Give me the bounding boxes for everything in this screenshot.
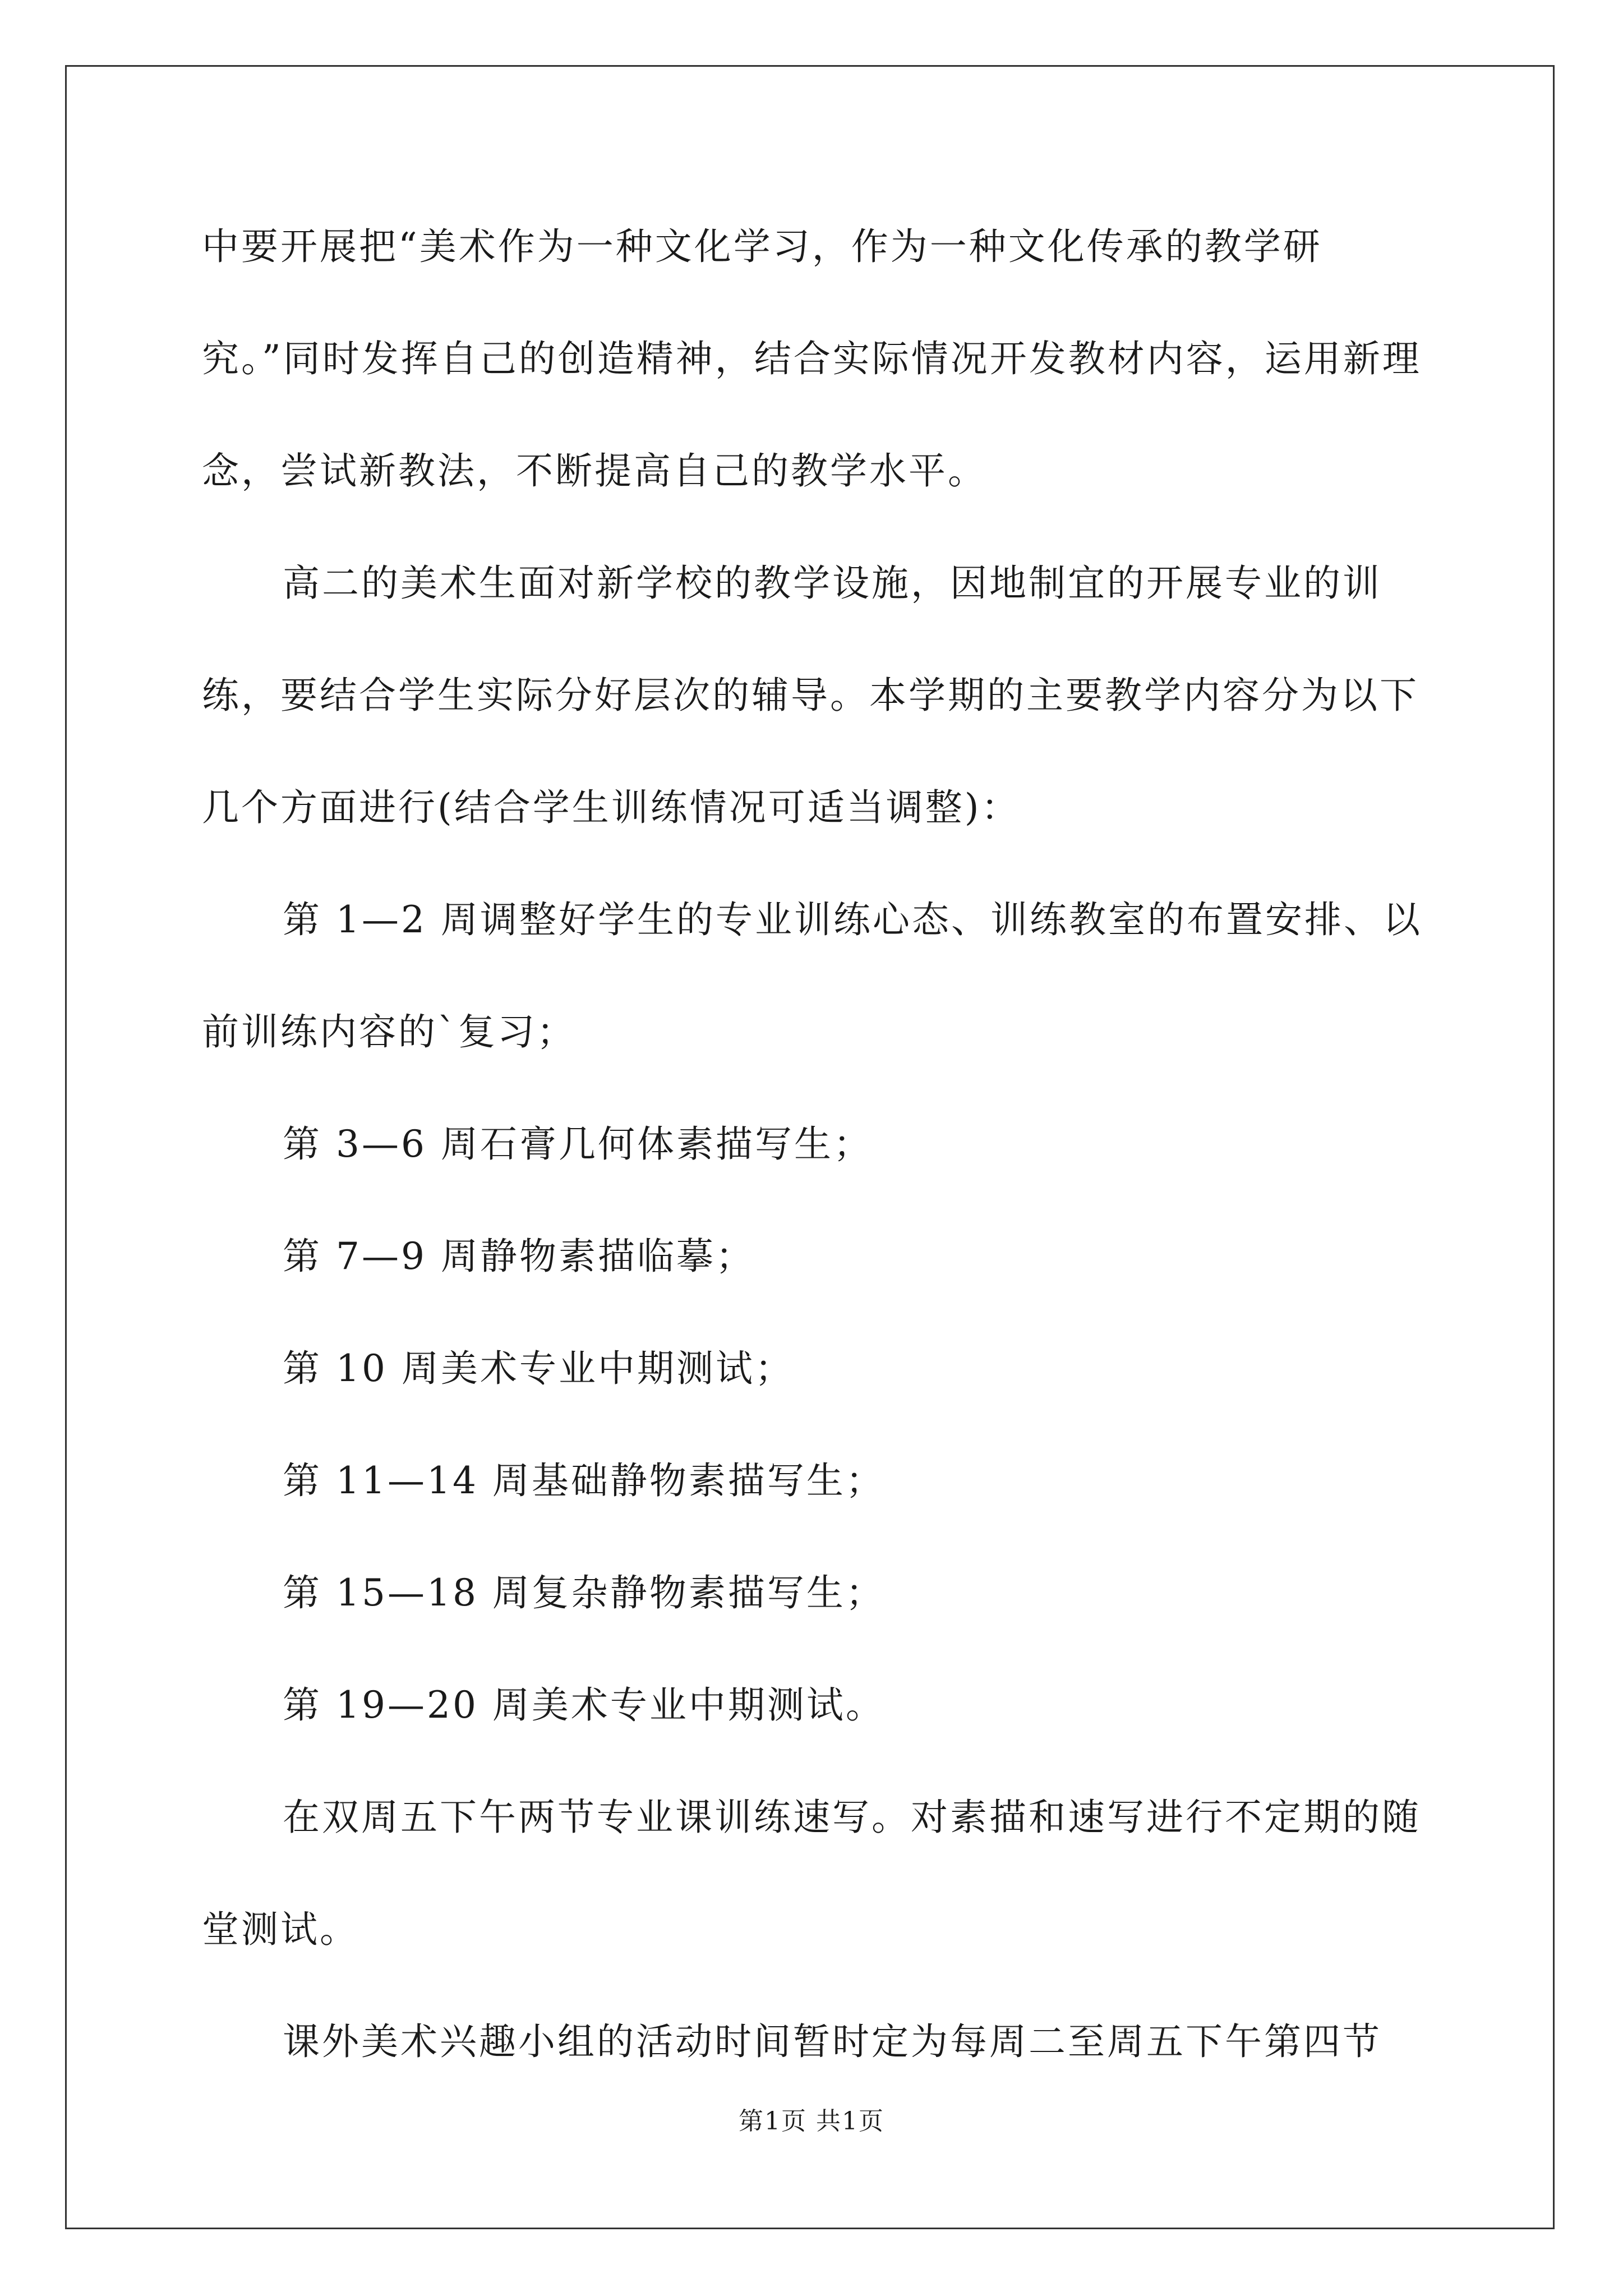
paragraph-8: 第 15—18 周复杂静物素描写生； [283, 1571, 885, 1614]
paragraph-5: 第 7—9 周静物素描临摹； [283, 1235, 755, 1278]
paragraph-10: 在双周五下午两节专业课训练速写。对素描和速写进行不定期的随堂测试。 [202, 1796, 1421, 1951]
paragraph-2: 高二的美术生面对新学校的教学设施，因地制宜的开展专业的训练，要结合学生实际分好层次的辅导。本学期的主要教学内容分为以下几个方面进行(结合学生训练情况可适当调整)： [202, 562, 1419, 829]
paragraph-7: 第 11—14 周基础静物素描写生； [283, 1459, 885, 1502]
paragraph-3: 第 1—2 周调整好学生的专业训练心态、训练教室的布置安排、以前训练内容的`复习； [202, 898, 1422, 1053]
paragraph-4: 第 3—6 周石膏几何体素描写生； [283, 1122, 873, 1166]
page-number-footer: 第1页 共1页 [739, 2107, 884, 2136]
document-body [202, 191, 1424, 2098]
paragraph-6: 第 10 周美术专业中期测试； [283, 1347, 794, 1390]
paragraph-11: 课外美术兴趣小组的活动时间暂时定为每周二至周五下午第四节 [283, 2020, 1382, 2063]
paragraph-1: 中要开展把“美术作为一种文化学习，作为一种文化传承的教学研究。”同时发挥自己的创造精神，结合实际情况开发教材内容，运用新理念，尝试新教法，不断提高自己的教学水平。 [202, 225, 1422, 493]
paragraph-9: 第 19—20 周美术专业中期测试。 [283, 1683, 885, 1727]
